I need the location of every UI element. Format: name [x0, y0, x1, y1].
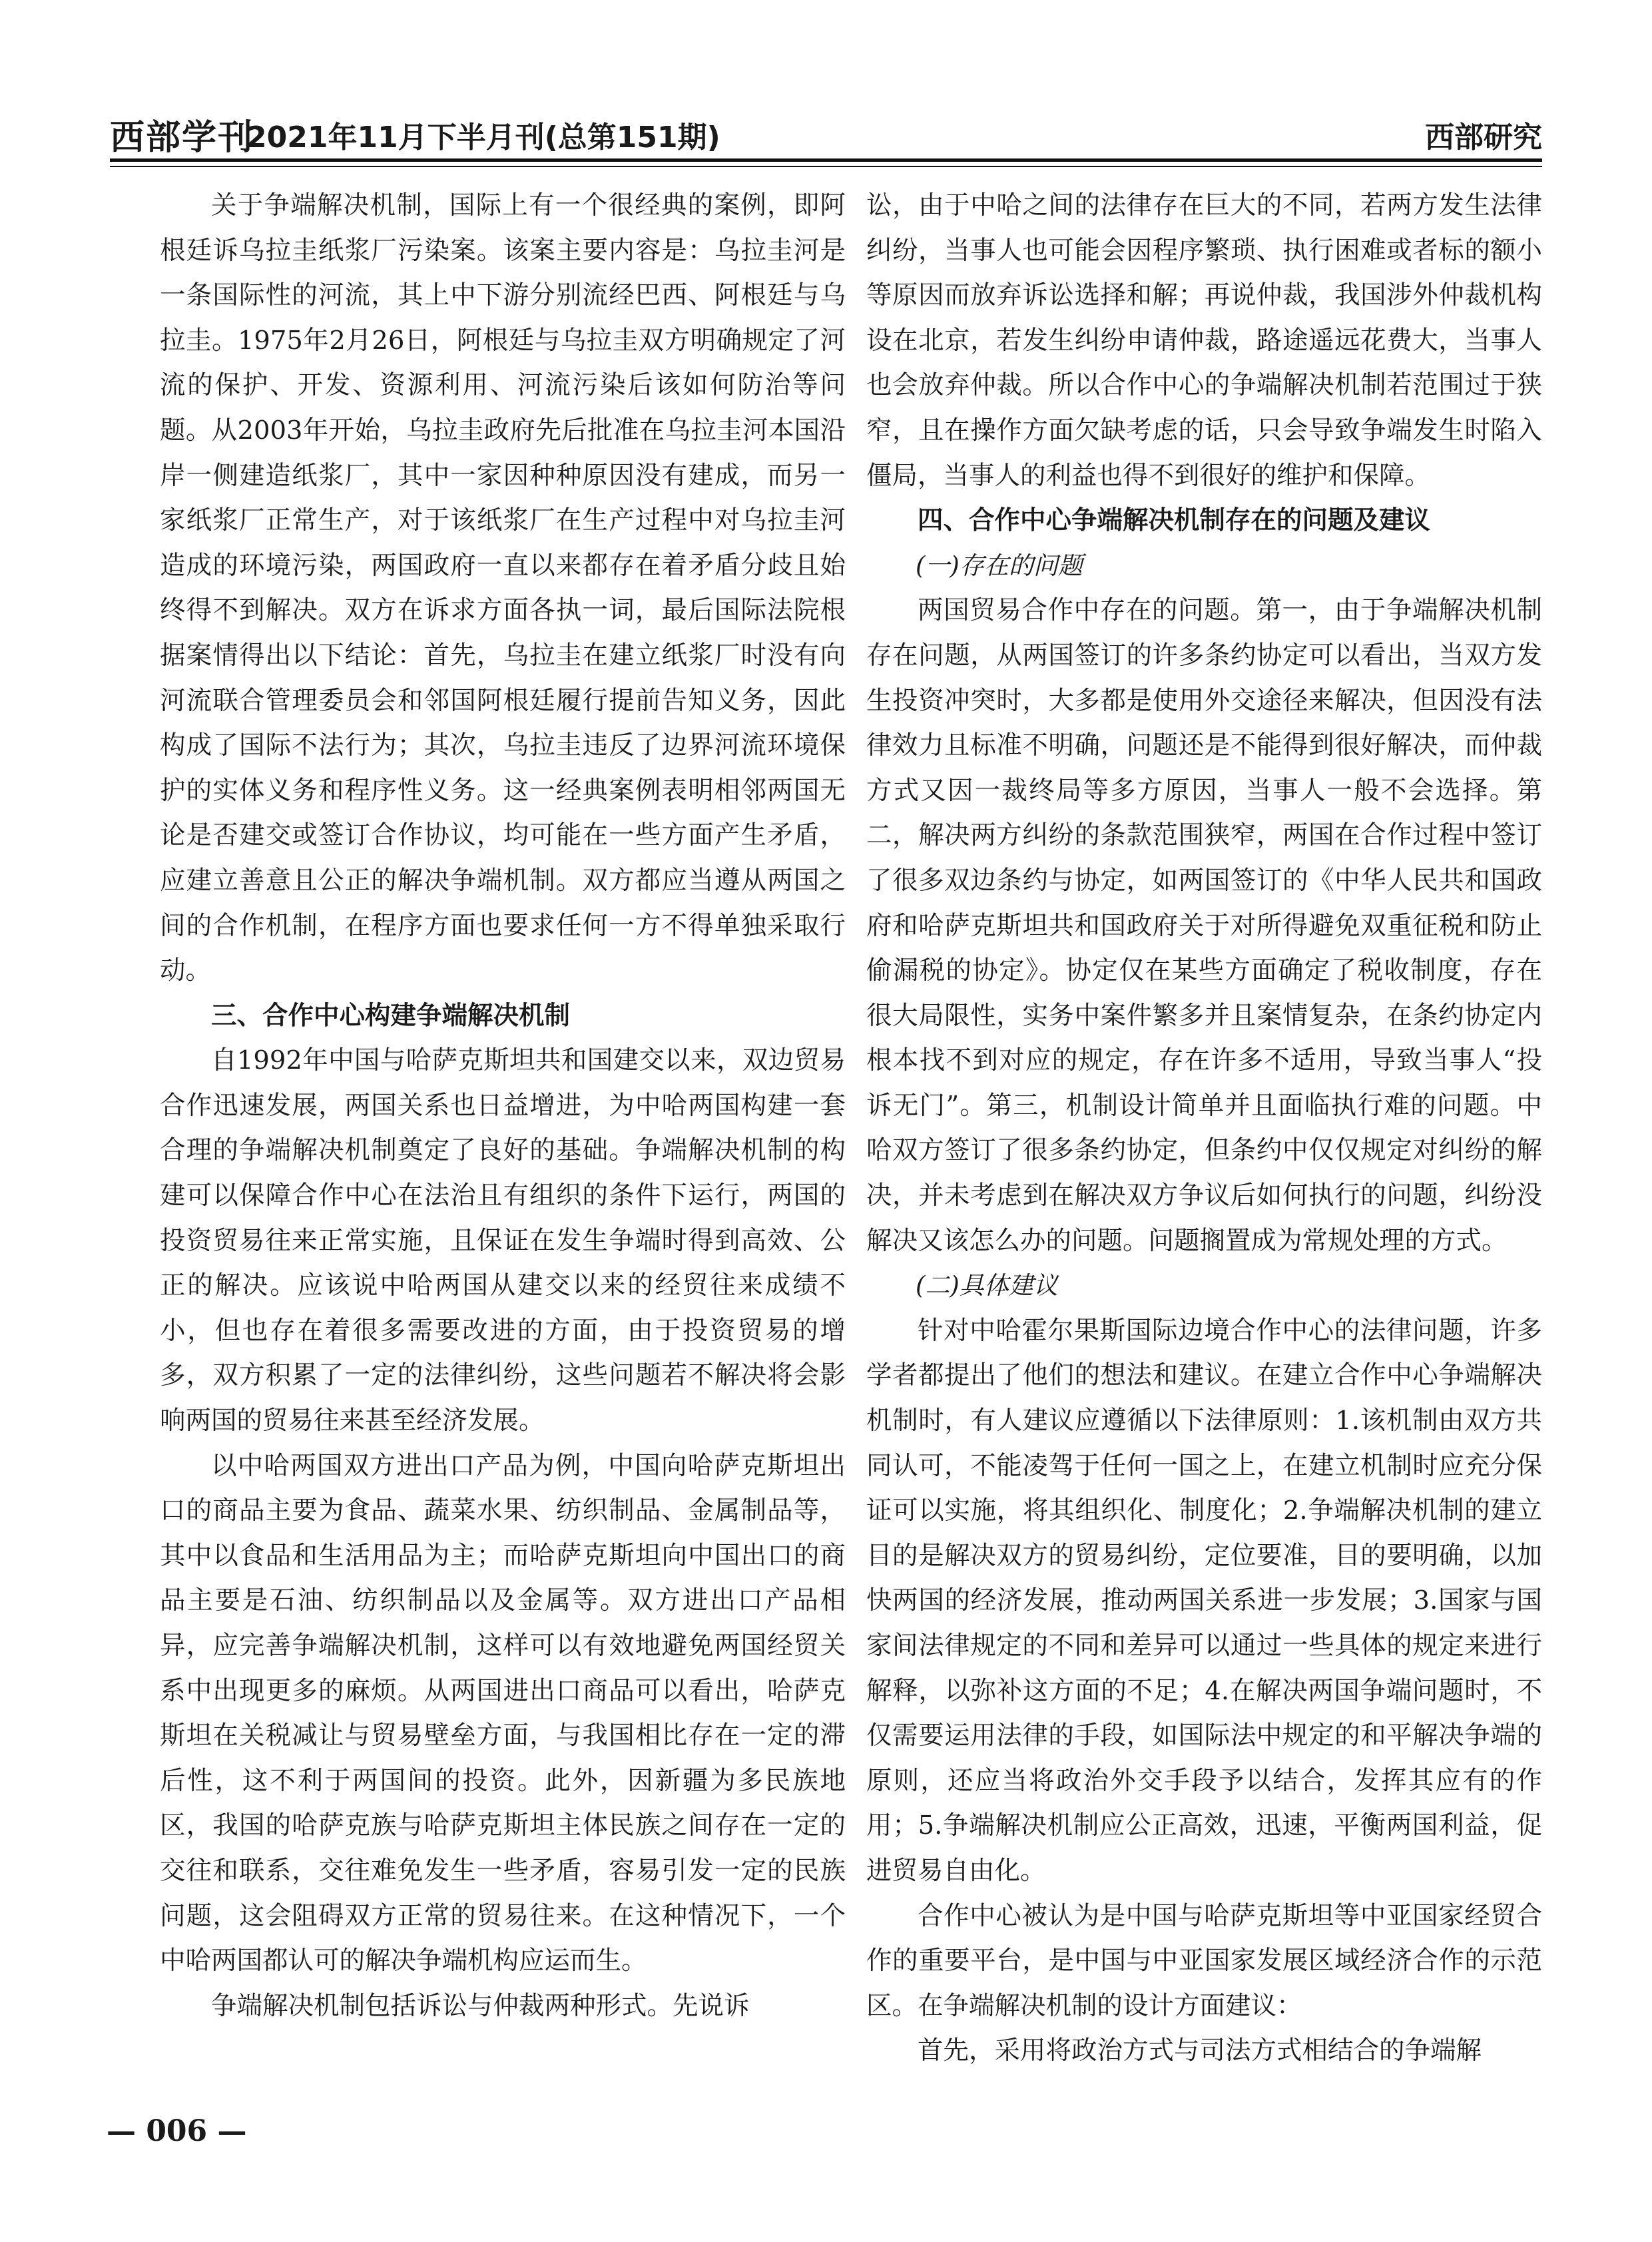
header-rule-thick [110, 158, 1542, 162]
paragraph: 争端解决机制包括诉讼与仲裁两种形式。先说诉 [211, 1990, 750, 2021]
right-column [866, 183, 1542, 2081]
section-name: 西部研究 [1425, 121, 1542, 154]
paragraph-continued: 讼，由于中哈之间的法律存在巨大的不同，若两方发生法律纠纷，当事人也可能会因程序繁琐、执行困难或者标的额小等原因而放弃诉讼选择和解；再说仲裁，我国涉外仲裁机构设在北京，若发生纠纷申请仲裁，路途遥远花费大，当事人也会放弃仲裁。所以合作中心的争端解决机制若范围过于狭窄，且在操作方面欠缺考虑的话，只会导致争端发生时陷入僵局，当事人的利益也得不到很好的维护和保障。 [866, 190, 1542, 491]
paragraph: 以中哈两国双方进出口产品为例，中国向哈萨克斯坦出口的商品主要为食品、蔬菜水果、纺织制品、金属制品等，其中以食品和生活用品为主；而哈萨克斯坦向中国出口的商品主要是石油、纺织制品以及金属等。双方进出口产品相异，应完善争端解决机制，这样可以有效地避免两国经贸关系中出现更多的麻烦。从两国进出口商品可以看出，哈萨克斯坦在关税减让与贸易壁垒方面，与我国相比存在一定的滞后性，这不利于两国间的投资。此外，因新疆为多民族地区，我国的哈萨克族与哈萨克斯坦主体民族之间存在一定的交往和联系，交往难免发生一些矛盾，容易引发一定的民族问题，这会阻碍双方正常的贸易往来。在这种情况下，一个中哈两国都认可的解决争端机构应运而生。 [160, 1450, 846, 1976]
paragraph: 关于争端解决机制，国际上有一个很经典的案例，即阿根廷诉乌拉圭纸浆厂污染案。该案主要内容是：乌拉圭河是一条国际性的河流，其上中下游分别流经巴西、阿根廷与乌拉圭。1975年2月26日，阿根廷与乌拉圭双方明确规定了河流的保护、开发、资源利用、河流污染后该如何防治等问题。从2003年开始，乌拉圭政府先后批准在乌拉圭河本国沿岸一侧建造纸浆厂，其中一家因种种原因没有建成，而另一家纸浆厂正常生产，对于该纸浆厂在生产过程中对乌拉圭河造成的环境污染，两国政府一直以来都存在着矛盾分歧且始终得不到解决。双方在诉求方面各执一词，最后国际法院根据案情得出以下结论：首先，乌拉圭在建立纸浆厂时没有向河流联合管理委员会和邻国阿根廷履行提前告知义务，因此构成了国际不法行为；其次，乌拉圭违反了边界河流环境保护的实体义务和程序性义务。这一经典案例表明相邻两国无论是否建交或签订合作协议，均可能在一些方面产生矛盾，应建立善意且公正的解决争端机制。双方都应当遵从两国之间的合作机制，在程序方面也要求任何一方不得单独采取行动。 [160, 190, 846, 986]
issue-info: 2021年11月下半月刊(总第151期) [246, 121, 720, 154]
paragraph: 两国贸易合作中存在的问题。第一，由于争端解决机制存在问题，从两国签订的许多条约协定可以看出，当双方发生投资冲突时，大多都是使用外交途径来解决，但因没有法律效力且标准不明确，问题还是不能得到很好解决，而仲裁方式又因一裁终局等多方原因，当事人一般不会选择。第二，解决两方纠纷的条款范围狭窄，两国在合作过程中签订了很多双边条约与协定，如两国签订的《中华人民共和国政府和哈萨克斯坦共和国政府关于对所得避免双重征税和防止偷漏税的协定》。协定仅在某些方面确定了税收制度，存在很大局限性，实务中案件繁多并且案情复杂，在条约协定内根本找不到对应的规定，存在许多不适用，导致当事人“投诉无门”。第三，机制设计简单并且面临执行难的问题。中哈双方签订了很多条约协定，但条约中仅仅规定对纠纷的解决，并未考虑到在解决双方争议后如何执行的问题，纠纷没解决又该怎么办的问题。问题搁置成为常规处理的方式。 [866, 595, 1542, 1256]
subsection-heading: (二)具体建议 [916, 1271, 1058, 1300]
running-header [110, 107, 1542, 160]
subsection-heading: (一)存在的问题 [916, 551, 1083, 580]
paragraph: 合作中心被认为是中国与哈萨克斯坦等中亚国家经贸合作的重要平台，是中国与中亚国家发展区域经济合作的示范区。在争端解决机制的设计方面建议： [866, 1900, 1542, 2021]
left-column [160, 183, 846, 2081]
page-number: — 006 — [107, 2114, 247, 2148]
paragraph: 首先，采用将政治方式与司法方式相结合的争端解 [918, 2036, 1482, 2066]
journal-logo: 西部学刊 [110, 117, 254, 158]
paragraph: 自1992年中国与哈萨克斯坦共和国建交以来，双边贸易合作迅速发展，两国关系也日益增进，为中哈两国构建一套合理的争端解决机制奠定了良好的基础。争端解决机制的构建可以保障合作中心在法治且有组织的条件下运行，两国的投资贸易往来正常实施，且保证在发生争端时得到高效、公正的解决。应该说中哈两国从建交以来的经贸往来成绩不小，但也存在着很多需要改进的方面，由于投资贸易的增多，双方积累了一定的法律纠纷，这些问题若不解决将会影响两国的贸易往来甚至经济发展。 [160, 1045, 846, 1436]
section-heading: 三、合作中心构建争端解决机制 [211, 1000, 571, 1031]
header-rule-thin [110, 166, 1542, 167]
paragraph: 针对中哈霍尔果斯国际边境合作中心的法律问题，许多学者都提出了他们的想法和建议。在建立合作中心争端解决机制时，有人建议应遵循以下法律原则：1.该机制由双方共同认可，不能凌驾于任何一国之上，在建立机制时应充分保证可以实施，将其组织化、制度化；2.争端解决机制的建立目的是解决双方的贸易纠纷，定位要准，目的要明确，以加快两国的经济发展，推动两国关系进一步发展；3.国家与国家间法律规定的不同和差异可以通过一些具体的规定来进行解释，以弥补这方面的不足；4.在解决两国争端问题时，不仅需要运用法律的手段，如国际法中规定的和平解决争端的原则，还应当将政治外交手段予以结合，发挥其应有的作用；5.争端解决机制应公正高效，迅速，平衡两国利益，促进贸易自由化。 [866, 1315, 1542, 1886]
section-heading: 四、合作中心争端解决机制存在的问题及建议 [918, 505, 1431, 536]
